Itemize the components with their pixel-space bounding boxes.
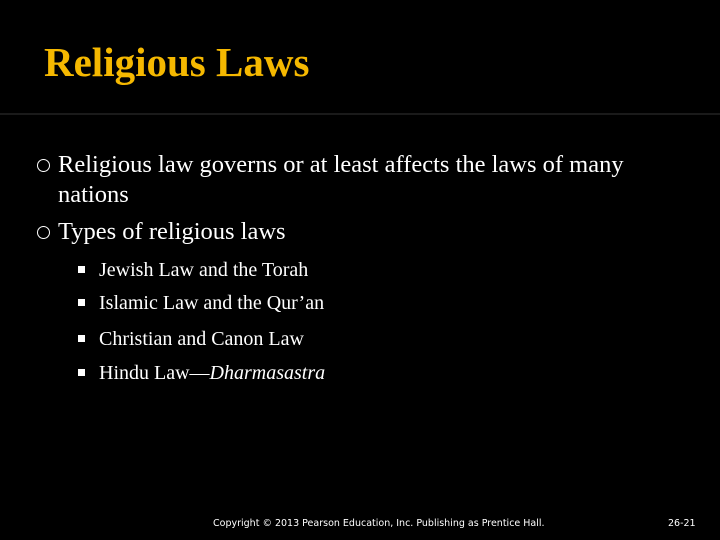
hollow-circle-bullet-icon: [37, 226, 50, 239]
slide-title: Religious Laws: [44, 39, 310, 85]
sub-bullet-text-prefix: Hindu Law—: [99, 362, 210, 384]
sub-bullet-text-emphasis: Dharmasastra: [209, 362, 326, 384]
sub-bullet-text: Jewish Law and the Torah: [99, 259, 309, 281]
filled-square-bullet-icon: [78, 299, 85, 306]
sub-bullet-item: [99, 290, 324, 316]
bullet-text: Religious law governs or at least affects the laws of many nations: [58, 151, 624, 208]
sub-bullet-text: Islamic Law and the Qur’an: [99, 292, 325, 314]
bullet-text: Types of religious laws: [58, 218, 286, 245]
sub-bullet-item: [99, 360, 325, 386]
sub-bullet-item: [99, 257, 308, 283]
filled-square-bullet-icon: [78, 369, 85, 376]
title-bar: [0, 0, 720, 113]
hollow-circle-bullet-icon: [37, 159, 50, 172]
bullet-item: [58, 150, 678, 210]
filled-square-bullet-icon: [78, 335, 85, 342]
filled-square-bullet-icon: [78, 266, 85, 273]
page-number: 26-21: [668, 518, 696, 529]
slide-content: [0, 115, 720, 540]
sub-bullet-item: [99, 326, 304, 352]
sub-bullet-text: Christian and Canon Law: [99, 328, 304, 350]
copyright-footer: Copyright © 2013 Pearson Education, Inc. Publishing as Prentice Hall.: [213, 518, 545, 529]
bullet-item: [58, 217, 286, 247]
